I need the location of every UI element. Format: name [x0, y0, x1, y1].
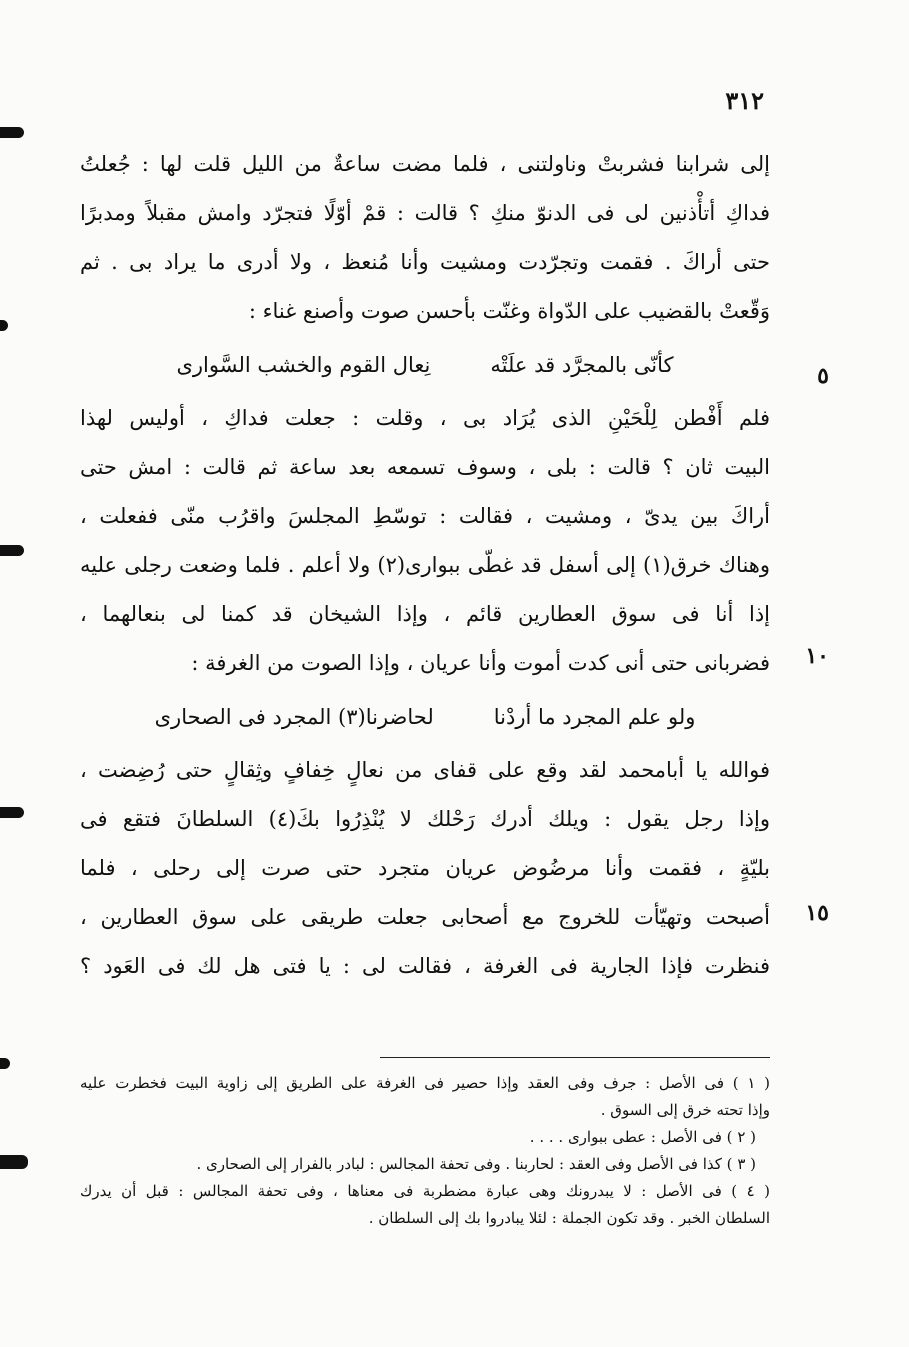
footnote-4-line-1: ( ٤ ) فى الأصل : لا يبدرونك وهى عبارة مضطربة فى معناها ، وفى تحفة المجالس : قبل أن يدرك — [80, 1182, 770, 1200]
verse-1 — [80, 336, 770, 394]
text-line: إلى شرابنا فشربتْ وناولتنى ، فلما مضت ساعةٌ من الليل قلت لها : جُعلتُ — [80, 152, 770, 176]
footnote-1 — [80, 1070, 770, 1124]
text-line: فلم أَفْطن لِلْحَيْنِ الذى يُرَاد بى ، وقلت : جعلت فداكِ ، أوليس لهذا — [80, 406, 770, 430]
footnote-2 — [80, 1124, 770, 1151]
footnote-3-line-1: ( ٣ ) كذا فى الأصل وفى العقد : لحاربنا . وفى تحفة المجالس : لبادر بالفرار إلى الصحارى . — [196, 1155, 756, 1173]
footnote-4-line-2: السلطان الخبر . وقد تكون الجملة : لئلا يبادروا بك إلى السلطان . — [368, 1209, 770, 1227]
text-line: وهناك خرق(١) إلى أسفل قد غطّى ببوارى(٢) ولا أعلم . فلما وضعت رجلى عليه — [80, 553, 771, 577]
verse-1-second-half: نِعال القوم والخشب السَّوارى — [176, 353, 431, 377]
binding-mark-icon — [0, 1155, 28, 1169]
binding-mark-icon — [0, 807, 24, 818]
binding-mark-icon — [0, 320, 8, 331]
line-number-15: ١٥ — [805, 900, 829, 926]
binding-mark-icon — [0, 127, 24, 138]
text-line: فوالله يا أبامحمد لقد وقع على قفاى من نعالٍ خِفافٍ وثِقالٍ حتى رُضِضت ، — [80, 758, 770, 782]
text-line: إذا أنا فى سوق العطارين قائم ، وإذا الشيخان قد كمنا لى بنعالهما ، — [80, 602, 770, 626]
footnote-3 — [80, 1151, 770, 1178]
line-number-10: ١٠ — [805, 643, 829, 669]
main-text — [80, 140, 770, 991]
text-line: وَقّعتْ بالقضيب على الدّواة وغنّت بأحسن صوت وأصنع غناء : — [248, 299, 770, 323]
footnote-4 — [80, 1178, 770, 1232]
page-number: ٣١٢ — [725, 86, 764, 115]
text-line: أصبحت وتهيّأت للخروج مع أصحابى جعلت طريقى على سوق العطارين ، — [80, 905, 770, 929]
line-number-5: ٥ — [817, 363, 829, 389]
verse-2-second-half: لحاضرنا(٣) المجرد فى الصحارى — [154, 705, 434, 729]
footnote-divider — [380, 1057, 770, 1058]
verse-1-first-half: كأنّى بالمجرَّد قد علَتْه — [490, 353, 674, 377]
verse-2-first-half: ولو علم المجرد ما أردْنا — [493, 705, 696, 729]
verse-2 — [80, 688, 770, 746]
text-line: بليّةٍ ، فقمت وأنا مرضُوض عريان متجرد حتى صرت إلى رحلى ، فلما — [80, 856, 770, 880]
text-line: أراكَ بين يدىّ ، ومشيت ، فقالت : توسّطِ المجلسَ واقرُب منّى ففعلت ، — [80, 504, 770, 528]
footnote-1-line-2: وإذا تحته خرق إلى السوق . — [600, 1101, 770, 1119]
text-line: حتى أراكَ . فقمت وتجرّدت ومشيت وأنا مُنعظ ، ولا أدرى ما يراد بى . ثم — [80, 250, 770, 274]
text-line: البيت ثان ؟ قالت : بلى ، وسوف تسمعه بعد ساعة ثم قالت : امش حتى — [80, 455, 770, 479]
binding-mark-icon — [0, 1058, 10, 1069]
text-line: وإذا رجل يقول : ويلك أدرك رَحْلك لا يُنْذِرُوا بكَ(٤) السلطانَ فتقع فى — [80, 807, 770, 831]
footnote-2-line-1: ( ٢ ) فى الأصل : عطى ببوارى . . . . — [529, 1128, 756, 1146]
text-line: فضربانى حتى أنى كدت أموت وأنا عريان ، وإذا الصوت من الغرفة : — [191, 651, 770, 675]
binding-mark-icon — [0, 545, 24, 556]
footnotes — [80, 1070, 770, 1232]
text-line: فداكِ أتأْذنين لى فى الدنوّ منكِ ؟ قالت : قمْ أوّلًا فتجرّد وامش مقبلاً ومدبرًا — [80, 201, 770, 225]
text-line: فنظرت فإذا الجارية فى الغرفة ، فقالت لى : يا فتى هل لك فى العَود ؟ — [80, 954, 770, 978]
footnote-1-line-1: ( ١ ) فى الأصل : جرف وفى العقد وإذا حصير فى الغرفة على الطريق إلى زاوية البيت فخطرت عليه — [80, 1074, 770, 1092]
